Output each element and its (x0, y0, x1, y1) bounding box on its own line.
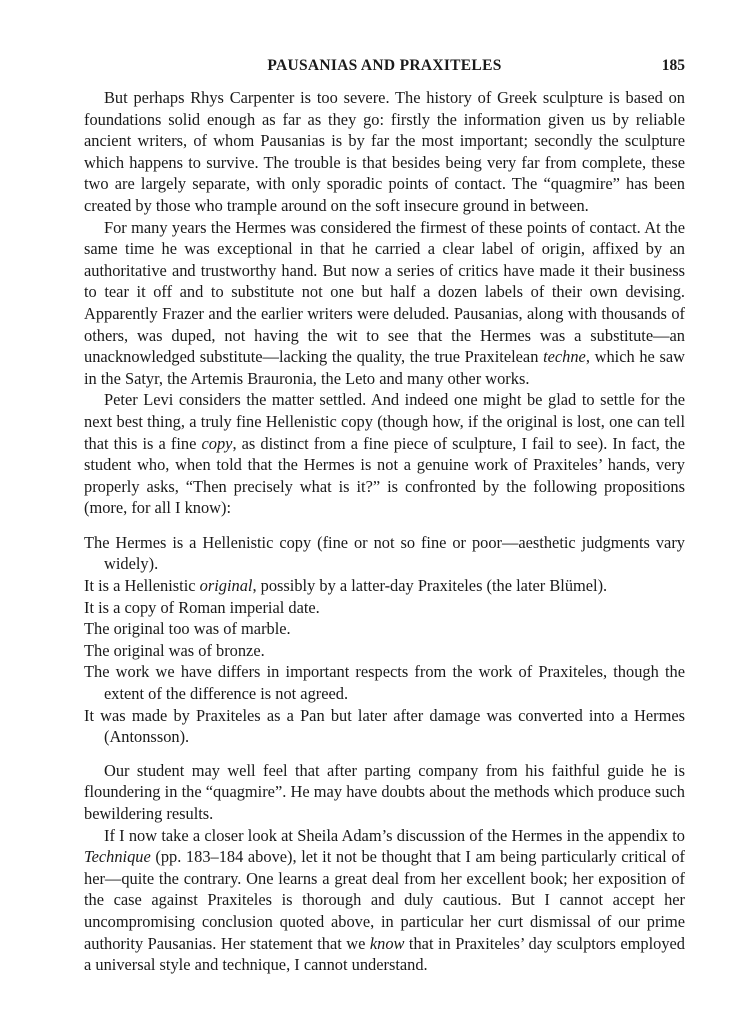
paragraph-5 (84, 825, 685, 976)
paragraph-1-text: But perhaps Rhys Carpenter is too severe. The history of Greek sculpture is based on foundations solid enough as far as they go: firstly the information given us by reliable ancient writers, of whom Pausanias is by far the most important; secondly the sculpture which happens to survive. The trouble is that besides being very far from complete, these two are largely separate, with only sporadic points of contact. The “quagmire” has been created by those who trample around on the soft insecure ground in between. (84, 88, 685, 215)
body-text (84, 87, 685, 976)
page-number: 185 (661, 57, 685, 74)
proposition-item: The original was of bronze. (84, 640, 265, 660)
paragraph-3-text-a: Peter Levi considers the matter settled. And indeed one might be glad to settle for the next best thing, a truly fine Hellenistic copy (though how, if the original is lost, one can tell that this is a fine (84, 390, 685, 453)
paragraph-4-text: Our student may well feel that after parting company from his faithful guide he is floundering in the “quagmire”. He may have doubts about the methods which produce such bewildering results. (84, 760, 685, 823)
paragraph-5-text-c: that in Praxiteles’ day sculptors employed a universal style and technique, I cannot understand. (84, 933, 685, 975)
paragraph-2-italic-techne: techne (543, 347, 586, 367)
book-page (84, 52, 685, 976)
paragraph-5-italic-know: know (369, 933, 405, 953)
paragraph-1 (84, 87, 685, 217)
paragraph-5-text-b: (pp. 183–184 above), let it not be thought that I am being particularly critical of her—quite the contrary. One learns a great deal from her excellent book; her exposition of the case against Praxiteles is thorough and duly cautious. But I cannot accept her uncompromising conclusion quoted above, in particular her curt dismissal of our prime authority Pausanias. Her statement that we (84, 847, 685, 953)
proposition-2-text-b: , possibly by a latter-day Praxiteles (the later Blümel). (252, 576, 608, 596)
proposition-item: The Hermes is a Hellenistic copy (fine or not so fine or poor—aesthetic judgments vary widely). (84, 532, 685, 574)
paragraph-3-text-b: , as distinct from a fine piece of sculpture, I fail to see). In fact, the student who, when told that the Hermes is not a genuine work of Praxiteles’ hands, very properly asks, “Then precisely what is it?” is confronted by the following propositions (more, for all I know): (84, 433, 685, 518)
paragraph-4 (84, 760, 685, 825)
propositions-list (84, 532, 685, 748)
paragraph-3 (84, 389, 685, 519)
proposition-item: It was made by Praxiteles as a Pan but later after damage was converted into a Hermes (Antonsson). (84, 705, 685, 747)
proposition-item: The work we have differs in important respects from the work of Praxiteles, though the extent of the difference is not agreed. (84, 662, 685, 704)
paragraph-5-text-a: If I now take a closer look at Sheila Adam’s discussion of the Hermes in the appendix to (104, 825, 685, 845)
paragraph-3-italic-copy: copy (201, 433, 233, 453)
proposition-2-text-a: It is a Hellenistic (84, 576, 200, 596)
proposition-item: It is a copy of Roman imperial date. (84, 597, 320, 617)
paragraph-5-italic-technique: Technique (84, 847, 151, 867)
paragraph-2 (84, 217, 685, 390)
proposition-item: The original too was of marble. (84, 619, 291, 639)
paragraph-2-text-b: , which he saw in the Satyr, the Artemis Brauronia, the Leto and many other works. (84, 347, 685, 388)
proposition-2-italic-original: original (199, 576, 253, 596)
paragraph-2-text-a: For many years the Hermes was considered the firmest of these points of contact. At the same time he was exceptional in that he carried a clear label of origin, affixed by an authoritative and trustworthy hand. But now a series of critics have made it their business to tear it off and to substitute not one but half a dozen labels of their own devising. Apparently Frazer and the earlier writers were deluded. Pausanias, along with thousands of others, was duped, not having the wit to see that the Hermes was a substitute—an unacknowledged substitute—lacking the quality, the true Praxitelean (84, 217, 685, 367)
running-title: PAUSANIAS AND PRAXITELES (267, 57, 502, 74)
running-head (84, 52, 685, 78)
proposition-item (84, 575, 685, 597)
